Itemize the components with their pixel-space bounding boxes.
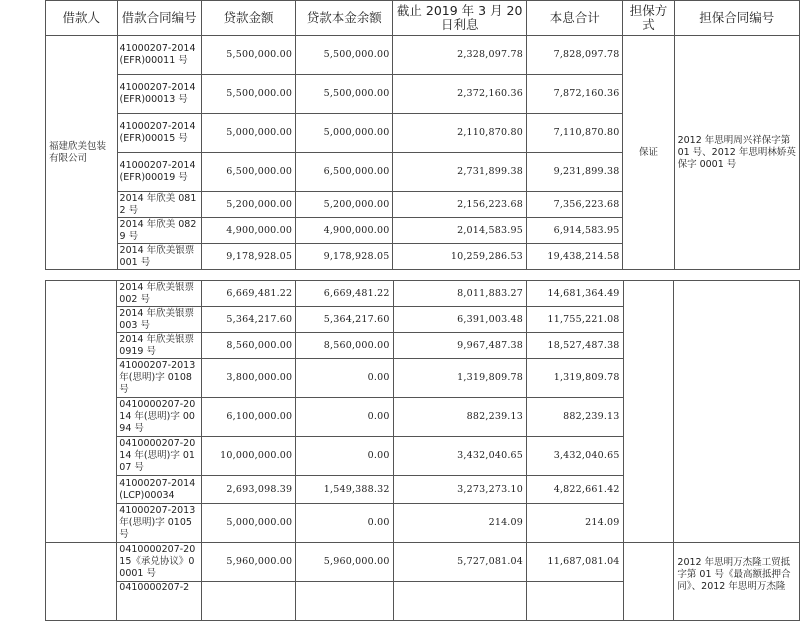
loan-cell: 6,500,000.00 [201, 153, 295, 192]
balance-cell [296, 582, 393, 621]
contract-cell: 41000207-2014 (LCP)00034 [117, 476, 201, 504]
guarantee-method-cell [623, 543, 674, 621]
contract-cell: 41000207-2014(EFR)00015 号 [117, 114, 201, 153]
total-cell [527, 582, 624, 621]
contract-cell: 41000207-2013 年(思明)字 0105 号 [117, 504, 201, 543]
guarantee-contract-cell: 2012 年思明周兴祥保字第 01 号、2012 年思明林娇英保字 0001 号 [674, 36, 799, 270]
interest-cell: 1,319,809.78 [393, 359, 526, 398]
total-cell: 11,687,081.04 [527, 543, 624, 582]
interest-cell: 2,014,583.95 [393, 218, 526, 244]
interest-cell: 214.09 [393, 504, 526, 543]
contract-cell: 0410000207-2 [117, 582, 201, 621]
header-row [46, 1, 800, 36]
header-total: 本息合计 [526, 1, 623, 36]
header-guarantee-method: 担保方式 [623, 1, 674, 36]
loan-cell [201, 582, 296, 621]
guarantee-method-cell [623, 281, 674, 543]
total-cell: 882,239.13 [527, 398, 624, 437]
interest-cell: 10,259,286.53 [393, 244, 526, 270]
total-cell: 7,872,160.36 [526, 75, 623, 114]
contract-cell: 0410000207-2015《承兑协议》00001 号 [117, 543, 201, 582]
header-guarantee-contract: 担保合同编号 [674, 1, 799, 36]
table-row [46, 543, 800, 582]
loan-table-part1 [45, 0, 800, 270]
contract-cell: 41000207-2013 年(思明)字 0108 号 [117, 359, 201, 398]
total-cell: 19,438,214.58 [526, 244, 623, 270]
contract-cell: 0410000207-2014 年(思明)字 0107 号 [117, 437, 201, 476]
balance-cell: 9,178,928.05 [296, 244, 393, 270]
loan-cell: 10,000,000.00 [201, 437, 296, 476]
balance-cell: 1,549,388.32 [296, 476, 393, 504]
contract-cell: 41000207-2014(EFR)00013 号 [117, 75, 201, 114]
contract-cell: 2014 年欣美银票 0919 号 [117, 333, 201, 359]
total-cell: 11,755,221.08 [527, 307, 624, 333]
balance-cell: 0.00 [296, 437, 393, 476]
loan-cell: 6,100,000.00 [201, 398, 296, 437]
contract-cell: 2014 年欣美银票 003 号 [117, 307, 201, 333]
loan-cell: 3,800,000.00 [201, 359, 296, 398]
contract-cell: 0410000207-2014 年(思明)字 0094 号 [117, 398, 201, 437]
contract-cell: 2014 年欣美银票 002 号 [117, 281, 201, 307]
balance-cell: 5,000,000.00 [296, 114, 393, 153]
interest-cell: 2,110,870.80 [393, 114, 526, 153]
interest-cell [393, 582, 526, 621]
borrower-cell [46, 281, 117, 543]
contract-cell: 2014 年欣美 0812 号 [117, 192, 201, 218]
interest-cell: 2,372,160.36 [393, 75, 526, 114]
loan-cell: 5,000,000.00 [201, 114, 295, 153]
total-cell: 7,828,097.78 [526, 36, 623, 75]
borrower-cell [46, 543, 117, 621]
loan-cell: 5,200,000.00 [201, 192, 295, 218]
guarantee-contract-cell [674, 281, 800, 543]
loan-cell: 5,364,217.60 [201, 307, 296, 333]
interest-cell: 2,731,899.38 [393, 153, 526, 192]
interest-cell: 8,011,883.27 [393, 281, 526, 307]
balance-cell: 8,560,000.00 [296, 333, 393, 359]
balance-cell: 4,900,000.00 [296, 218, 393, 244]
balance-cell: 5,500,000.00 [296, 36, 393, 75]
loan-cell: 5,960,000.00 [201, 543, 296, 582]
table-row [46, 36, 800, 75]
balance-cell: 6,500,000.00 [296, 153, 393, 192]
interest-cell: 9,967,487.38 [393, 333, 526, 359]
interest-cell: 5,727,081.04 [393, 543, 526, 582]
total-cell: 7,356,223.68 [526, 192, 623, 218]
balance-cell: 0.00 [296, 359, 393, 398]
contract-cell: 2014 年欣美 0829 号 [117, 218, 201, 244]
loan-cell: 5,500,000.00 [201, 75, 295, 114]
balance-cell: 5,500,000.00 [296, 75, 393, 114]
header-principal-balance: 贷款本金余额 [296, 1, 393, 36]
interest-cell: 2,156,223.68 [393, 192, 526, 218]
guarantee-method-cell: 保证 [623, 36, 674, 270]
loan-cell: 8,560,000.00 [201, 333, 296, 359]
interest-cell: 3,432,040.65 [393, 437, 526, 476]
balance-cell: 0.00 [296, 504, 393, 543]
loan-cell: 9,178,928.05 [201, 244, 295, 270]
header-interest: 截止 2019 年 3 月 20 日利息 [393, 1, 526, 36]
total-cell: 214.09 [527, 504, 624, 543]
loan-cell: 5,000,000.00 [201, 504, 296, 543]
loan-cell: 4,900,000.00 [201, 218, 295, 244]
balance-cell: 5,364,217.60 [296, 307, 393, 333]
total-cell: 7,110,870.80 [526, 114, 623, 153]
header-loan-amount: 贷款金额 [201, 1, 295, 36]
total-cell: 3,432,040.65 [527, 437, 624, 476]
guarantee-contract-cell: 2012 年思明万杰隆工贸抵字第 01 号《最高额抵押合同》、2012 年思明万杰隆 [674, 543, 800, 621]
loan-cell: 2,693,098.39 [201, 476, 296, 504]
total-cell: 1,319,809.78 [527, 359, 624, 398]
contract-cell: 41000207-2014(EFR)00011 号 [117, 36, 201, 75]
interest-cell: 3,273,273.10 [393, 476, 526, 504]
loan-cell: 6,669,481.22 [201, 281, 296, 307]
loan-table-part2 [45, 280, 800, 621]
balance-cell: 6,669,481.22 [296, 281, 393, 307]
interest-cell: 6,391,003.48 [393, 307, 526, 333]
total-cell: 18,527,487.38 [527, 333, 624, 359]
contract-cell: 2014 年欣美银票 001 号 [117, 244, 201, 270]
balance-cell: 0.00 [296, 398, 393, 437]
total-cell: 6,914,583.95 [526, 218, 623, 244]
header-contract-no: 借款合同编号 [117, 1, 201, 36]
balance-cell: 5,200,000.00 [296, 192, 393, 218]
total-cell: 9,231,899.38 [526, 153, 623, 192]
contract-cell: 41000207-2014(EFR)00019 号 [117, 153, 201, 192]
total-cell: 14,681,364.49 [527, 281, 624, 307]
interest-cell: 882,239.13 [393, 398, 526, 437]
loan-cell: 5,500,000.00 [201, 36, 295, 75]
total-cell: 4,822,661.42 [527, 476, 624, 504]
balance-cell: 5,960,000.00 [296, 543, 393, 582]
interest-cell: 2,328,097.78 [393, 36, 526, 75]
header-borrower: 借款人 [46, 1, 118, 36]
borrower-cell: 福建欣美包装有限公司 [46, 36, 118, 270]
table-row [46, 281, 800, 307]
